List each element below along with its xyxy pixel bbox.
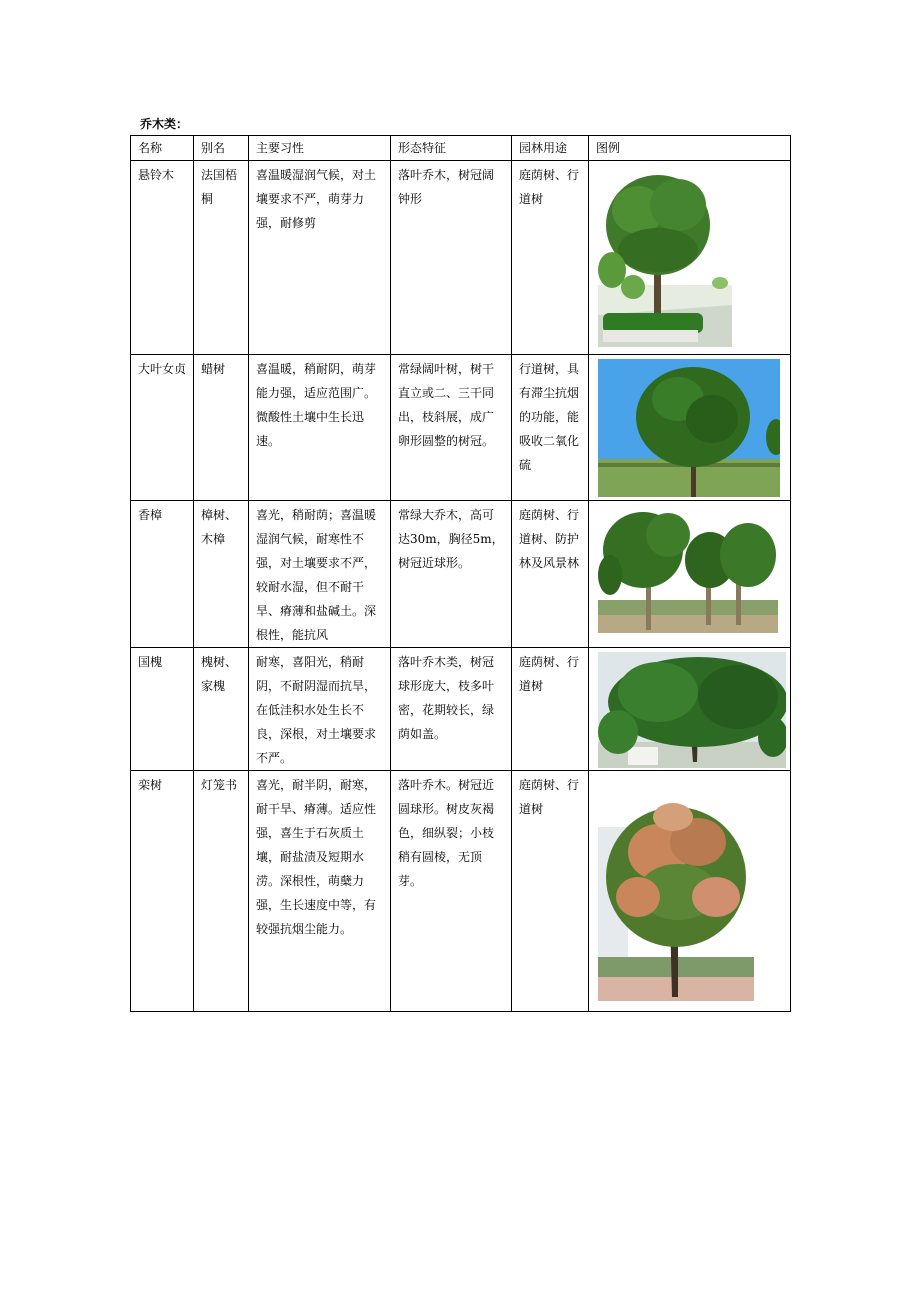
cell-image xyxy=(589,161,791,355)
privet-tree-photo xyxy=(598,359,780,497)
column-header-habit: 主要习性 xyxy=(249,136,391,161)
cell-habit: 耐寒，喜阳光，稍耐阴，不耐阴湿而抗旱，在低洼积水处生长不良，深根，对土壤要求不严。 xyxy=(249,648,391,771)
cell-habit: 喜温暖，稍耐阴，萌芽能力强，适应范围广。微酸性土壤中生长迅速。 xyxy=(249,355,391,501)
column-header-use: 园林用途 xyxy=(512,136,589,161)
goldenrain-tree-photo xyxy=(598,797,754,1001)
cell-form: 常绿阔叶树，树干直立或二、三干同出，枝斜展，成广卵形圆整的树冠。 xyxy=(391,355,512,501)
cell-form: 落叶乔木。树冠近圆球形。树皮灰褐色，细纵裂；小枝稍有圆棱，无顶芽。 xyxy=(391,771,512,1012)
cell-name: 国槐 xyxy=(131,648,194,771)
cell-habit: 喜光，耐半阴，耐寒，耐干旱、瘠薄。适应性强，喜生于石灰质土壤，耐盐渍及短期水涝。深根性，萌蘖力强，生长速度中等，有较强抗烟尘能力。 xyxy=(249,771,391,1012)
cell-use: 行道树，具有滞尘抗烟的功能，能吸收二氧化硫 xyxy=(512,355,589,501)
table-row xyxy=(131,161,791,355)
pagoda-tree-photo xyxy=(598,652,786,768)
cell-use: 庭荫树、行道树 xyxy=(512,161,589,355)
cell-image xyxy=(589,771,791,1012)
column-header-image: 图例 xyxy=(589,136,791,161)
table-row xyxy=(131,355,791,501)
column-header-form: 形态特征 xyxy=(391,136,512,161)
camphor-tree-photo xyxy=(598,505,778,633)
section-title: 乔木类： xyxy=(140,117,189,131)
table-row xyxy=(131,771,791,1012)
table-row xyxy=(131,501,791,648)
cell-name: 悬铃木 xyxy=(131,161,194,355)
cell-use: 庭荫树、行道树 xyxy=(512,771,589,1012)
cell-use: 庭荫树、行道树、防护林及风景林 xyxy=(512,501,589,648)
cell-alias: 蜡树 xyxy=(194,355,249,501)
cell-image xyxy=(589,648,791,771)
cell-name: 香樟 xyxy=(131,501,194,648)
table-row xyxy=(131,648,791,771)
cell-name: 栾树 xyxy=(131,771,194,1012)
cell-alias: 法国梧桐 xyxy=(194,161,249,355)
column-header-alias: 别名 xyxy=(194,136,249,161)
cell-habit: 喜光，稍耐荫；喜温暖湿润气候，耐寒性不强，对土壤要求不严，较耐水湿，但不耐干旱、瘠薄和盐碱土。深根性，能抗风 xyxy=(249,501,391,648)
cell-habit: 喜温暖湿润气候，对土壤要求不严，萌芽力强，耐修剪 xyxy=(249,161,391,355)
cell-image xyxy=(589,501,791,648)
tree-table xyxy=(130,135,791,1012)
cell-form: 落叶乔木，树冠阔钟形 xyxy=(391,161,512,355)
column-header-name: 名称 xyxy=(131,136,194,161)
cell-name: 大叶女贞 xyxy=(131,355,194,501)
cell-alias: 灯笼书 xyxy=(194,771,249,1012)
cell-form: 落叶乔木类，树冠球形庞大，枝多叶密，花期较长，绿荫如盖。 xyxy=(391,648,512,771)
cell-image xyxy=(589,355,791,501)
cell-form: 常绿大乔木，高可达30m，胸径5m，树冠近球形。 xyxy=(391,501,512,648)
cell-use: 庭荫树、行道树 xyxy=(512,648,589,771)
plane-tree-photo xyxy=(598,165,732,347)
cell-alias: 槐树、家槐 xyxy=(194,648,249,771)
cell-alias: 樟树、木樟 xyxy=(194,501,249,648)
table-header-row xyxy=(131,136,791,161)
